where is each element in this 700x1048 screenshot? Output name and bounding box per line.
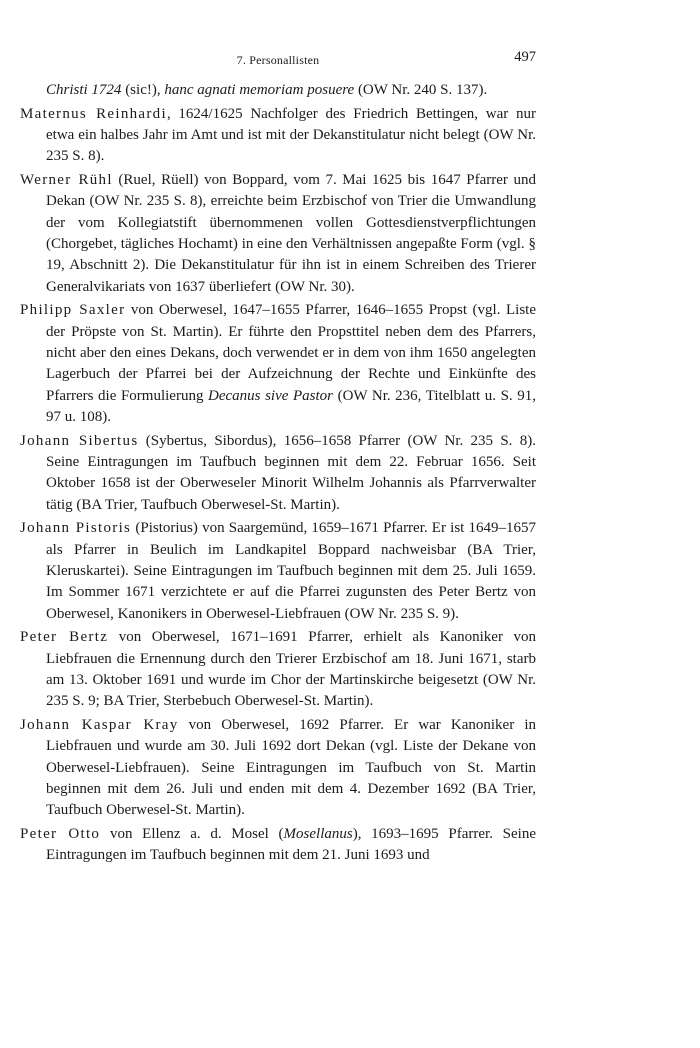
entry-name: Peter Bertz <box>20 629 109 646</box>
entry-saxler <box>20 300 536 428</box>
entry-text: (sic!), <box>121 82 165 98</box>
page-number: 497 <box>514 49 536 65</box>
entry-name: Philipp Saxler <box>20 302 126 319</box>
entry-text: von Oberwesel, 1671–1691 Pfarrer, erhielt als Kanoniker von Liebfrauen die Ernennung durch den Trierer Erzbischof am 18. Juni 1671, starb am 13. Oktober 1691 und wurde im Chor der Martinskirche beigesetzt (OW Nr. 235 S. 9; BA Trier, Sterbebuch Oberwesel-St. Martin). <box>46 629 536 710</box>
entry-text-italic: Decanus sive Pastor <box>208 387 333 404</box>
entry-reinhardi <box>20 104 536 168</box>
entry-text-italic: Christi 1724 <box>46 82 122 98</box>
entry-text-italic: hanc agnati memoriam posuere <box>164 82 355 98</box>
entry-bertz <box>20 627 536 712</box>
entry-pistoris <box>20 518 536 624</box>
entry-text: (OW Nr. 236, Titelblatt u. S. 91, 97 u. 108). <box>46 387 537 425</box>
entry-text: von Ellenz a. d. Mosel ( <box>100 826 284 843</box>
entry-name: Johann Kaspar Kray <box>20 717 179 734</box>
entry-name: Werner Rühl <box>20 172 113 189</box>
entry-kray <box>20 715 536 821</box>
entry-name: Maternus Reinhardi <box>20 105 167 122</box>
entry-name: Peter Otto <box>20 826 101 843</box>
entry-continued <box>20 80 536 101</box>
entry-text: (Pistorius) von Saargemünd, 1659–1671 Pfarrer. Er ist 1649–1657 als Pfarrer in Beulich im Landkapitel Boppard nachweisbar (BA Trier, Kleruskartei). Seine Eintragungen im Taufbuch beginnen mit dem 25. Juli 1659. Im Sommer 1671 verzichtete er auf die Pfarrei zugunsten des Peter Bertz von Oberwesel, Kanonikers in Oberwesel-Liebfrauen (OW Nr. 235 S. 9). <box>46 520 537 622</box>
page-body <box>20 80 536 869</box>
entry-text: (OW Nr. 240 S. 137). <box>354 82 488 98</box>
entry-text-italic: Mosellanus <box>283 826 353 843</box>
entry-sibertus <box>20 431 536 516</box>
entry-text: ), 1693–1695 Pfarrer. Seine Eintragungen im Taufbuch beginnen mit dem 21. Juni 1693 und <box>46 826 536 864</box>
entry-ruehl <box>20 170 536 298</box>
entry-text: (Sybertus, Sibordus), 1656–1658 Pfarrer (OW Nr. 235 S. 8). Seine Eintragungen im Taufbuch beginnen mit dem 22. Februar 1656. Seit Oktober 1658 ist der Oberweseler Minorit Wilhelm Johannis als Pfarrverwalter tätig (BA Trier, Taufbuch Oberwesel-St. Martin). <box>46 432 536 513</box>
page-header <box>20 49 536 69</box>
entry-text: von Oberwesel, 1647–1655 Pfarrer, 1646–1655 Propst (vgl. Liste der Pröpste von St. Martin). Er führte den Propsttitel neben dem des Pfarrers, nicht aber den eines Dekans, doch verwendet er in dem von ihm 1650 angelegten Lagerbuch der Pfarrei bei der Aufzeichnung der Rechte und Einkünfte des Pfarrers die Formulierung <box>46 302 536 404</box>
entry-text: (Ruel, Rüell) von Boppard, vom 7. Mai 1625 bis 1647 Pfarrer und Dekan (OW Nr. 235 S. 8), erreichte beim Erzbischof von Trier die Umwandlung der vom Kollegiatstift übernommenen vollen Gottesdienstverpflichtungen (Chorgebet, tägliches Hochamt) in eine den Verhältnissen angepaßte Form (vgl. § 19, Abschnitt 2). Die Dekanstitulatur für ihn ist in einem Schreiben des Trierer Generalvikariats von 1637 überliefert (OW Nr. 30). <box>46 172 536 295</box>
running-title: 7. Personallisten <box>236 53 320 67</box>
entry-text: von Oberwesel, 1692 Pfarrer. Er war Kanoniker in Liebfrauen und wurde am 30. Juli 1692 dort Dekan (vgl. Liste der Dekane von Oberwesel-Liebfrauen). Seine Eintragungen im Taufbuch von St. Martin beginnen mit dem 26. Juli und enden mit dem 4. Dezember 1692 (BA Trier, Taufbuch Oberwesel-St. Martin). <box>46 717 536 819</box>
entry-name: Johann Sibertus <box>20 432 139 449</box>
entry-text: , 1624/1625 Nachfolger des Friedrich Bettingen, war nur etwa ein halbes Jahr im Amt und ist mit der Dekanstitulatur nicht belegt (OW Nr. 235 S. 8). <box>46 105 536 165</box>
entry-otto <box>20 824 536 867</box>
entry-name: Johann Pistoris <box>20 520 132 537</box>
